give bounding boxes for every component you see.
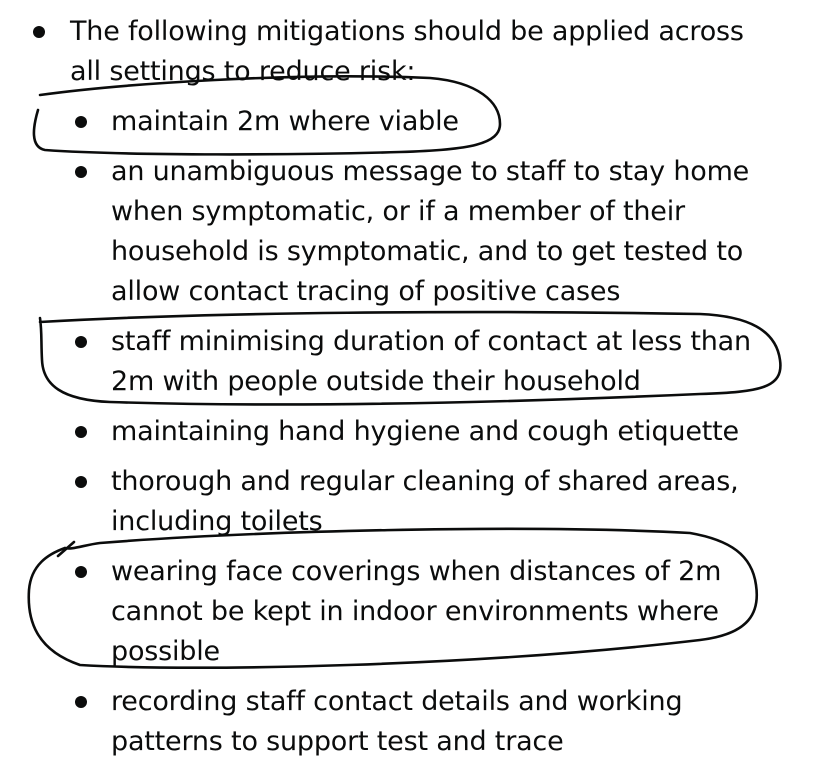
list-item: maintaining hand hygiene and cough etiquette — [111, 416, 739, 447]
list-item: staff minimising duration of contact at less than — [111, 326, 751, 357]
list-item: an unambiguous message to staff to stay home — [111, 156, 750, 187]
list-item: recording staff contact details and working — [111, 686, 683, 717]
list-bullet — [75, 566, 87, 578]
intro-line-2: all settings to reduce risk: — [70, 56, 416, 87]
list-bullet — [75, 476, 87, 488]
intro-line-1: The following mitigations should be applied across — [70, 16, 744, 47]
list-bullet — [75, 336, 87, 348]
list-item: including toilets — [111, 506, 323, 537]
list-item: wearing face coverings when distances of 2m — [111, 556, 722, 587]
list-item: household is symptomatic, and to get tested to — [111, 236, 744, 267]
list-item: allow contact tracing of positive cases — [111, 276, 621, 307]
list-item: thorough and regular cleaning of shared areas, — [111, 466, 739, 497]
list-item: 2m with people outside their household — [111, 366, 641, 397]
list-bullet — [75, 166, 87, 178]
list-item: patterns to support test and trace — [111, 726, 564, 757]
list-item: maintain 2m where viable — [111, 106, 459, 137]
list-bullet — [75, 696, 87, 708]
list-bullet — [33, 26, 45, 38]
annotation-tick — [58, 542, 74, 556]
list-item: cannot be kept in indoor environments where — [111, 596, 719, 627]
list-item: possible — [111, 636, 220, 667]
list-bullet — [75, 426, 87, 438]
list-bullet — [75, 116, 87, 128]
list-item: when symptomatic, or if a member of their — [111, 196, 685, 227]
